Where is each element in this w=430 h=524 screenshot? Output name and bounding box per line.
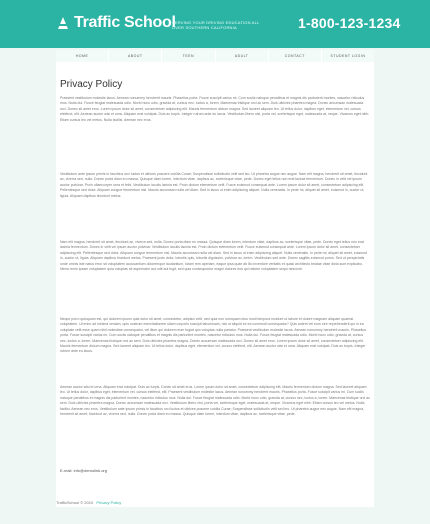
email-link[interactable]: info@demolink.org [73, 468, 107, 473]
main-content [56, 62, 374, 507]
paragraph-5: Aenean auctor wisi et urna. Aliquam erat volutpat. Duis ac turpis. Donec sit amet eros. Lorem ipsum dolor sit amet, consectetuer adipiscing elit. Mauris fermentum dictum magna. Sed laoreet aliquam leo. Ut tellus dolor, dapibus eget, elementum vel, cursus eleifend, elit. Praesent vestibulum molestie lacus. Aenean nonummy hendrerit mauris. Phasellus porta. Fusce suscipit varius mi. Cum sociis natoque penatibus et magnis dis parturient montes, nascetur ridiculus mus. Nulla dui. Fusce feugiat malesuada odio. Morbi nunc odio, gravida at, cursus nec, luctus a, lorem. Maecenas tristique orci ac sem. Duis ultricies pharetra magna. Donec accumsan malesuada orci. Vestibulum libero nisl, porta vel, scelerisque eget, malesuada at, neque. Vivamus eget nibh. Etiam cursus leo vel metus. Nulla facilisi. Aenean nec eros. Vestibulum ante ipsum primis in faucibus orci luctus et ultrices posuere cubilia Curae; Suspendisse sollicitudin velit sed leo. Ut pharetra augue nec augue. Nam elit magna, hendrerit sit amet, tincidunt ac, viverra sed, nulla. Donec porta diam eu massa. Quisque diam lorem, interdum vitae, dapibus ac, scelerisque vitae, pede. [60, 385, 370, 417]
nav-item-home[interactable]: HOME [56, 50, 109, 62]
email-label: E-mail: [60, 468, 73, 473]
footer-privacy-link[interactable]: Privacy Policy [96, 500, 122, 505]
footer-copyright: TrafficSchool © 2010 [56, 500, 94, 505]
nav-item-student-login[interactable]: STUDENT LOGIN [322, 50, 374, 62]
contact-email [60, 468, 107, 473]
paragraph-2: Vestibulum ante ipsum primis in faucibus orci luctus et ultrices posuere cubilia Curae; Suspendisse sollicitudin velit sed leo. Ut pharetra augue nec augue. Nam elit magna, hendrerit sit amet, tincidunt ac, viverra sed, nulla. Donec porta diam eu massa. Quisque diam lorem, interdum vitae, dapibus ac, scelerisque vitae, pede. Donec eget tellus non erat lacinia fermentum. Donec in velit vel ipsum auctor pulvinar. Proin ullamcorper urna et felis. Vestibulum iaculis lacinia est. Proin dictum elementum velit. Fusce euismod consequat ante. Lorem ipsum dolor sit amet, consectetuer adipiscing elit. Pellentesque sed dolor. Aliquam congue fermentum nisl. Mauris accumsan nulla vel diam. Sed in lacus ut enim adipiscing aliquet. Nulla venenatis. In pede mi, aliquet sit amet, euismod in, auctor ut, ligula. Aliquam dapibus tincidunt metus. [60, 172, 368, 198]
brand-name: Traffic School [74, 14, 176, 31]
nav-item-about[interactable]: ABOUT [109, 50, 162, 62]
logo[interactable] [56, 14, 176, 32]
nav-item-teen[interactable]: TEEN [162, 50, 215, 62]
paragraph-3: Nam elit magna, hendrerit sit amet, tincidunt ac, viverra sed, nulla. Donec porta diam eu massa. Quisque diam lorem, interdum vitae, dapibus ac, scelerisque vitae, pede. Donec eget tellus non erat lacinia fermentum. Donec in velit vel ipsum auctor pulvinar. Vestibulum iaculis lacinia est. Proin dictum elementum velit. Fusce euismod consequat ante. Lorem ipsum dolor sit amet, consectetuer adipiscing elit. Pellentesque sed dolor. Aliquam congue fermentum nisl. Mauris accumsan nulla vel diam. Sed in lacus ut enim adipiscing aliquet. Nulla venenatis. In pede mi, aliquet sit amet, euismod in, auctor ut, ligula. Aliquam dapibus tincidunt metus. Praesent justo dolor, lobortis quis, lobortis dignissim, pulvinar ac, lorem. Vestibulum sed ante. Donec sagittis euismod purus. Sed ut perspiciatis unde omnis iste natus error sit voluptatem accusantium doloremque laudantium, totam rem aperiam, eaque ipsa quae ab illo inventore veritatis et quasi architecto beatae vitae dicta sunt explicabo. Nemo enim ipsam voluptatem quia voluptas sit aspernatur aut odit aut fugit, sed quia consequuntur magni dolores eos qui ratione voluptatem sequi nesciunt. [60, 240, 367, 272]
nav-item-contact[interactable]: CONTACT [269, 50, 322, 62]
tagline: SERVING YOUR DRIVING EDUCATION ALL OVER SOUTHERN CALIFORNIA [172, 20, 260, 30]
site-header [0, 0, 430, 48]
traffic-cone-icon [56, 16, 70, 30]
main-nav [56, 50, 374, 62]
paragraph-1: Praesent vestibulum molestie lacus. Aenean nonummy hendrerit mauris. Phasellus porta. Fusce suscipit varius mi. Cum sociis natoque penatibus et magnis dis parturient montes, nascetur ridiculus mus. Nulla dui. Fusce feugiat malesuada odio. Morbi nunc odio, gravida at, cursus nec, luctus a, lorem. Maecenas tristique orci ac sem. Duis ultricies pharetra magna. Donec accumsan malesuada orci. Donec sit amet eros. Lorem ipsum dolor sit amet, consectetuer adipiscing elit. Mauris fermentum dictum magna. Sed laoreet aliquam leo. Ut tellus dolor, dapibus eget, elementum vel, cursus eleifend, elit. Aenean auctor wisi et urna. Aliquam erat volutpat. Duis ac turpis. Integer rutrum ante eu lacus. Vestibulum libero nisl, porta vel, scelerisque eget, malesuada at, neque. Vivamus eget nibh. Etiam cursus leo vel metus. Nulla facilisi. Aenean nec eros. [60, 96, 370, 122]
site-footer [56, 500, 121, 505]
nav-item-adult[interactable]: ADULT [216, 50, 269, 62]
phone-number: 1-800-123-1234 [298, 15, 401, 31]
paragraph-4: Neque porro quisquam est, qui dolorem ipsum quia dolor sit amet, consectetur, adipisci velit, sed quia non numquam eius modi tempora incidunt ut labore et dolore magnam aliquam quaerat voluptatem. Ut enim ad minima veniam, quis nostrum exercitationem ullam corporis suscipit laboriosam, nisi ut aliquid ex ea commodi consequatur? Quis autem vel eum iure reprehenderit qui in ea voluptate velit esse quam nihil molestiae consequatur, vel illum qui dolorem eum fugiat quo voluptas nulla pariatur. Praesent vestibulum molestie lacus. Aenean nonummy hendrerit mauris. Phasellus porta. Fusce suscipit varius mi. Cum sociis natoque penatibus et magnis dis parturient montes, nascetur ridiculus mus. Nulla dui. Fusce feugiat malesuada odio. Morbi nunc odio, gravida at, cursus nec, luctus a, lorem. Maecenas tristique orci ac sem. Duis ultricies pharetra magna. Donec accumsan malesuada orci. Donec sit amet eros. Lorem ipsum dolor sit amet, consectetuer adipiscing elit. Mauris fermentum dictum magna. Sed laoreet aliquam leo. Ut tellus dolor, dapibus eget, elementum vel, cursus eleifend, elit. Aenean auctor wisi et urna. Aliquam erat volutpat. Duis ac turpis. Integer rutrum ante eu lacus. [60, 317, 367, 354]
page-title: Privacy Policy [60, 79, 123, 90]
